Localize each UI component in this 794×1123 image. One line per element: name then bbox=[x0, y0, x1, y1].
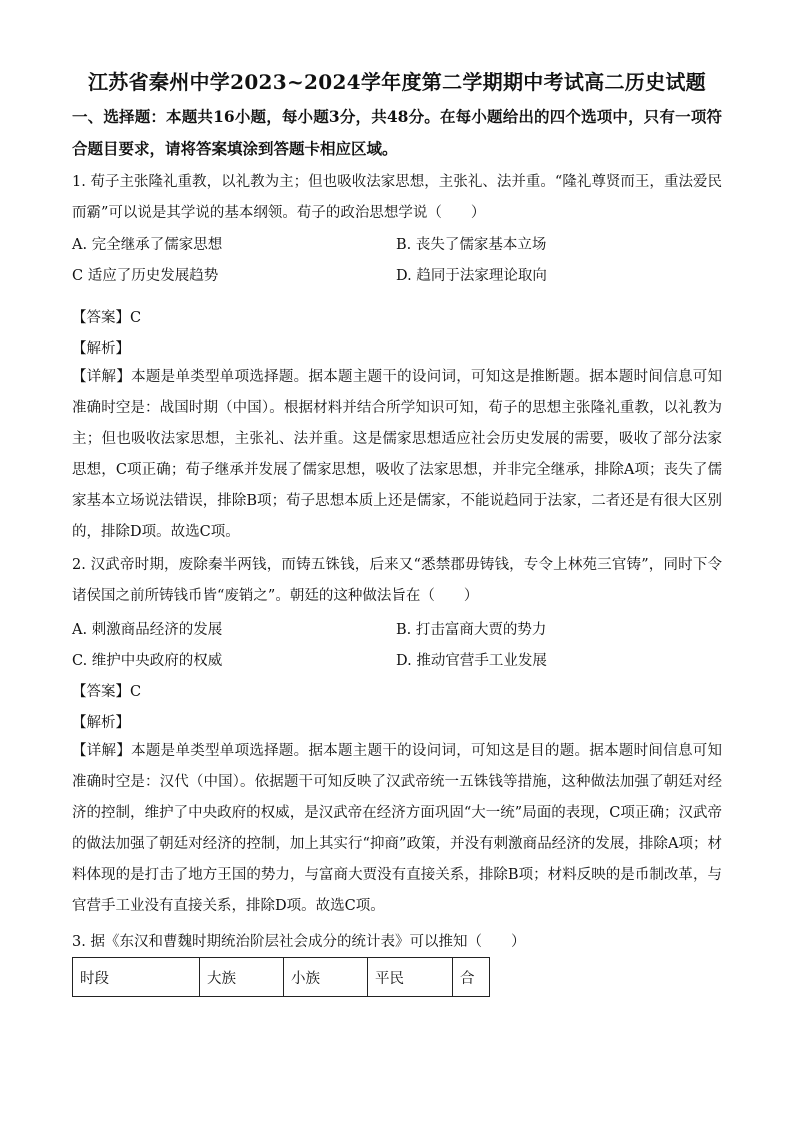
table-header-cell: 小族 bbox=[284, 958, 368, 997]
table-header-cell: 平民 bbox=[368, 958, 453, 997]
page-title: 江苏省秦州中学2023~2024学年度第二学期期中考试高二历史试题 bbox=[88, 70, 706, 94]
question-1-option-b: B. 丧失了儒家基本立场 bbox=[396, 237, 547, 253]
question-1-stem: 1. 荀子主张隆礼重教，以礼教为主；但也吸收法家思想，主张礼、法并重。“隆礼尊贤而王，重法爱民而霸”可以说是其学说的基本纲领。荀子的政治思想学说（ ） bbox=[72, 174, 722, 221]
question-2-answer: 【答案】C bbox=[72, 684, 142, 700]
table-header-row bbox=[73, 958, 490, 997]
question-2-option-d: D. 推动官营手工业发展 bbox=[396, 653, 547, 669]
section-header: 一、选择题：本题共16小题，每小题3分，共48分。在每小题给出的四个选项中，只有一项符合题目要求，请将答案填涂到答题卡相应区域。 bbox=[72, 107, 722, 158]
question-1-option-d: D. 趋同于法家理论取向 bbox=[396, 268, 547, 284]
question-2-stem: 2. 汉武帝时期，废除秦半两钱，而铸五铢钱，后来又“悉禁郡毋铸钱，专令上林苑三官铸”，同时下令诸侯国之前所铸钱币皆“废销之”。朝廷的这种做法旨在（ ） bbox=[72, 557, 722, 604]
question-1-detail: 【详解】本题是单类型单项选择题。据本题主题干的设问词，可知这是推断题。据本题时间信息可知准确时空是：战国时期（中国）。根据材料并结合所学知识可知，荀子的思想主张隆礼重教，以礼教为主；但也吸收法家思想，主张礼、法并重。这是儒家思想适应社会历史发展的需要，吸收了部分法家思想，C项正确；荀子继承并发展了儒家思想，吸收了法家思想，并非完全继承，排除A项；丧失了儒家基本立场说法错误，排除B项；荀子思想本质上还是儒家，不能说趋同于法家，二者还是有很大区别的，排除D项。故选C项。 bbox=[72, 369, 722, 540]
question-1-answer: 【答案】C bbox=[72, 310, 142, 326]
question-2-option-a: A. 刺激商品经济的发展 bbox=[72, 622, 223, 638]
question-1-option-c: C 适应了历史发展趋势 bbox=[72, 268, 219, 284]
question-1-option-a: A. 完全继承了儒家思想 bbox=[72, 237, 223, 253]
table-header-cell: 合 bbox=[453, 958, 490, 997]
question-1-analysis-label: 【解析】 bbox=[72, 341, 130, 357]
statistics-table bbox=[72, 957, 490, 997]
table-header-cell: 时段 bbox=[73, 958, 200, 997]
table-header-cell: 大族 bbox=[200, 958, 284, 997]
question-2-detail: 【详解】本题是单类型单项选择题。据本题主题干的设问词，可知这是目的题。据本题时间信息可知准确时空是：汉代（中国）。依据题干可知反映了汉武帝统一五铢钱等措施，这种做法加强了朝廷对经济的控制，维护了中央政府的权威，是汉武帝在经济方面巩固“大一统”局面的表现，C项正确；汉武帝的做法加强了朝廷对经济的控制，加上其实行“抑商”政策，并没有刺激商品经济的发展，排除A项；材料体现的是打击了地方王国的势力，与富商大贾没有直接关系，排除B项；材料反映的是币制改革，与官营手工业没有直接关系，排除D项。故选C项。 bbox=[72, 743, 722, 914]
question-3-stem: 3. 据《东汉和曹魏时期统治阶层社会成分的统计表》可以推知（ ） bbox=[72, 934, 526, 950]
question-2-option-c: C. 维护中央政府的权威 bbox=[72, 653, 223, 669]
question-2-analysis-label: 【解析】 bbox=[72, 715, 130, 731]
question-2-option-b: B. 打击富商大贾的势力 bbox=[396, 622, 547, 638]
